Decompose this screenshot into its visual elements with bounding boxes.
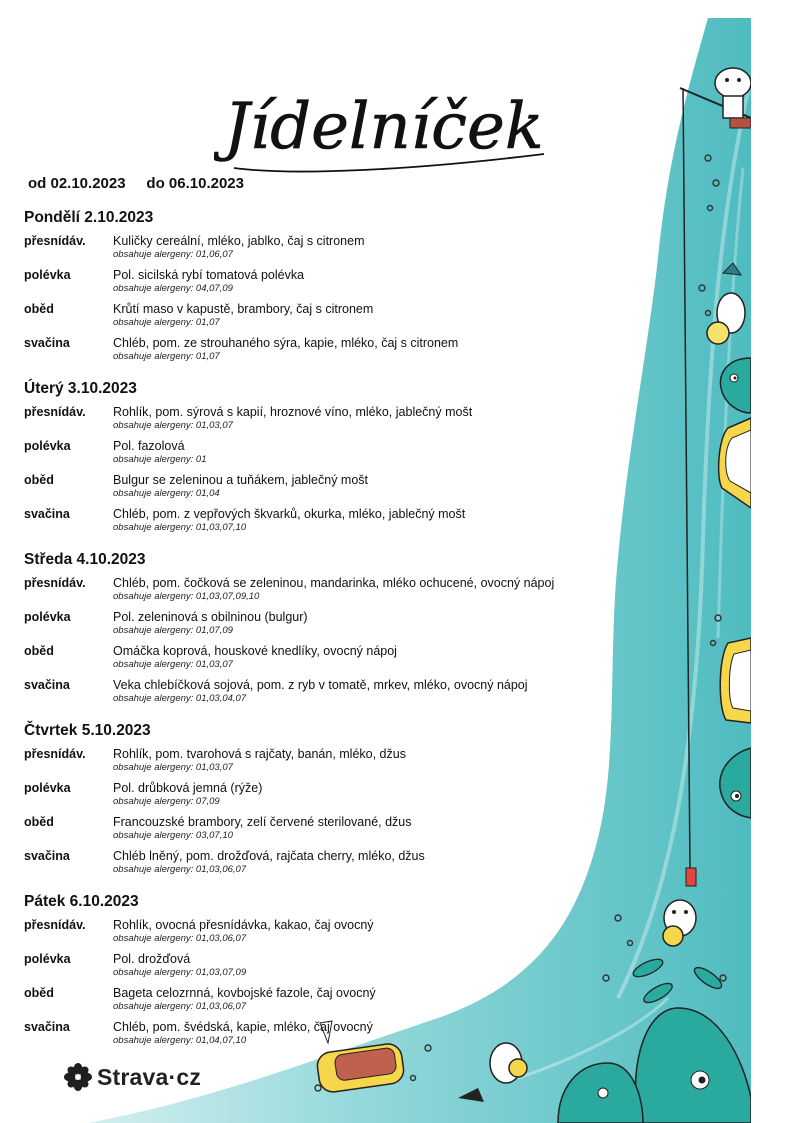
meal-allergens: obsahuje alergeny: 01,03,04,07 xyxy=(113,693,247,704)
menu-sheet xyxy=(18,18,751,1123)
meal-label: oběd xyxy=(24,302,54,316)
meal-allergens: obsahuje alergeny: 04,07,09 xyxy=(113,283,233,294)
can-icon xyxy=(720,638,751,723)
meal-row xyxy=(24,438,624,472)
day-block xyxy=(24,208,624,379)
meal-row xyxy=(24,985,624,1019)
date-to: do 06.10.2023 xyxy=(146,175,244,192)
meal-label: přesnídáv. xyxy=(24,747,86,761)
meal-label: přesnídáv. xyxy=(24,918,86,932)
meal-text: Chléb, pom. švédská, kapie, mléko, čaj ovocný xyxy=(113,1020,373,1034)
meal-row xyxy=(24,780,624,814)
day-title: Pondělí 2.10.2023 xyxy=(24,209,154,226)
meal-row xyxy=(24,746,624,780)
meal-label: svačina xyxy=(24,507,70,521)
meal-text: Francouzské brambory, zelí červené sterilované, džus xyxy=(113,815,412,829)
meal-allergens: obsahuje alergeny: 01,07 xyxy=(113,317,220,328)
meal-row xyxy=(24,267,624,301)
meal-allergens: obsahuje alergeny: 01,03,07 xyxy=(113,420,233,431)
day-title: Úterý 3.10.2023 xyxy=(24,380,137,397)
meal-label: polévka xyxy=(24,610,71,624)
meal-allergens: obsahuje alergeny: 07,09 xyxy=(113,796,220,807)
meal-label: polévka xyxy=(24,268,71,282)
meal-label: oběd xyxy=(24,644,54,658)
meal-text: Pol. zeleninová s obilninou (bulgur) xyxy=(113,610,308,624)
meal-text: Bageta celozrnná, kovbojské fazole, čaj ovocný xyxy=(113,986,376,1000)
day-block xyxy=(24,721,624,892)
meal-allergens: obsahuje alergeny: 01,07 xyxy=(113,351,220,362)
meal-text: Pol. sicilská rybí tomatová polévka xyxy=(113,268,305,282)
meal-allergens: obsahuje alergeny: 01,03,07,10 xyxy=(113,522,247,533)
meal-text: Rohlík, pom. tvarohová s rajčaty, banán, mléko, džus xyxy=(113,747,406,761)
meal-text: Pol. drůbková jemná (rýže) xyxy=(113,781,263,795)
day-title: Pátek 6.10.2023 xyxy=(24,893,139,910)
meal-text: Chléb, pom. ze strouhaného sýra, kapie, mléko, čaj s citronem xyxy=(113,336,459,350)
day-block xyxy=(24,892,624,1063)
meal-text: Omáčka koprová, houskové knedlíky, ovocný nápoj xyxy=(113,644,397,658)
meal-label: polévka xyxy=(24,781,71,795)
day-title: Středa 4.10.2023 xyxy=(24,551,146,568)
meal-row xyxy=(24,677,624,711)
meal-allergens: obsahuje alergeny: 01,03,07 xyxy=(113,659,233,670)
meal-text: Rohlík, pom. sýrová s kapií, hroznové víno, mléko, jablečný mošt xyxy=(113,405,473,419)
meal-row xyxy=(24,472,624,506)
strava-logo xyxy=(64,1063,201,1091)
meal-text: Rohlík, ovocná přesnídávka, kakao, čaj ovocný xyxy=(113,918,374,932)
meal-text: Kuličky cereální, mléko, jablko, čaj s citronem xyxy=(113,234,365,248)
meal-text: Chléb, pom. z vepřových škvarků, okurka, mléko, jablečný mošt xyxy=(113,507,466,521)
meal-label: oběd xyxy=(24,986,54,1000)
meal-row xyxy=(24,335,624,369)
meal-row xyxy=(24,301,624,335)
meal-text: Chléb lněný, pom. drožďová, rajčata cherry, mléko, džus xyxy=(113,849,425,863)
meal-label: svačina xyxy=(24,1020,70,1034)
meal-text: Veka chlebíčková sojová, pom. z ryb v tomatě, mrkev, mléko, ovocný nápoj xyxy=(113,678,528,692)
meal-label: polévka xyxy=(24,439,71,453)
meal-row xyxy=(24,609,624,643)
meal-allergens: obsahuje alergeny: 01 xyxy=(113,454,207,465)
meal-text: Pol. drožďová xyxy=(113,952,191,966)
meal-row xyxy=(24,848,624,882)
day-list xyxy=(24,208,624,1063)
date-from: od 02.10.2023 xyxy=(28,175,126,192)
page-title xyxy=(214,58,574,198)
meal-label: oběd xyxy=(24,473,54,487)
meal-allergens: obsahuje alergeny: 03,07,10 xyxy=(113,830,233,841)
meal-label: svačina xyxy=(24,678,70,692)
meal-label: přesnídáv. xyxy=(24,405,86,419)
meal-allergens: obsahuje alergeny: 01,03,07 xyxy=(113,762,233,773)
meal-row xyxy=(24,404,624,438)
meal-row xyxy=(24,951,624,985)
meal-label: polévka xyxy=(24,952,71,966)
meal-row xyxy=(24,575,624,609)
title-text: Jídelníček xyxy=(224,90,544,164)
meal-label: svačina xyxy=(24,849,70,863)
meal-allergens: obsahuje alergeny: 01,03,06,07 xyxy=(113,864,247,875)
meal-allergens: obsahuje alergeny: 01,06,07 xyxy=(113,249,233,260)
date-range xyxy=(28,175,244,192)
meal-row xyxy=(24,506,624,540)
meal-label: přesnídáv. xyxy=(24,576,86,590)
meal-allergens: obsahuje alergeny: 01,03,07,09 xyxy=(113,967,247,978)
meal-allergens: obsahuje alergeny: 01,04 xyxy=(113,488,220,499)
meal-row xyxy=(24,917,624,951)
meal-label: svačina xyxy=(24,336,70,350)
day-block xyxy=(24,550,624,721)
meal-label: oběd xyxy=(24,815,54,829)
meal-row xyxy=(24,1019,624,1053)
meal-text: Bulgur se zeleninou a tuňákem, jablečný mošt xyxy=(113,473,369,487)
meal-row xyxy=(24,643,624,677)
meal-text: Chléb, pom. čočková se zeleninou, mandarinka, mléko ochucené, ovocný nápoj xyxy=(113,576,555,590)
logo-text: Strava·cz xyxy=(97,1063,202,1090)
meal-allergens: obsahuje alergeny: 01,03,06,07 xyxy=(113,933,247,944)
meal-text: Krůtí maso v kapustě, brambory, čaj s citronem xyxy=(113,302,374,316)
meal-text: Pol. fazolová xyxy=(113,439,185,453)
meal-allergens: obsahuje alergeny: 01,03,06,07 xyxy=(113,1001,247,1012)
meal-allergens: obsahuje alergeny: 01,04,07,10 xyxy=(113,1035,247,1046)
day-title: Čtvrtek 5.10.2023 xyxy=(24,722,151,739)
meal-row xyxy=(24,233,624,267)
meal-label: přesnídáv. xyxy=(24,234,86,248)
leaf-flower-icon xyxy=(64,1063,92,1091)
meal-allergens: obsahuje alergeny: 01,07,09 xyxy=(113,625,233,636)
day-block xyxy=(24,379,624,550)
meal-row xyxy=(24,814,624,848)
meal-allergens: obsahuje alergeny: 01,03,07,09,10 xyxy=(113,591,260,602)
